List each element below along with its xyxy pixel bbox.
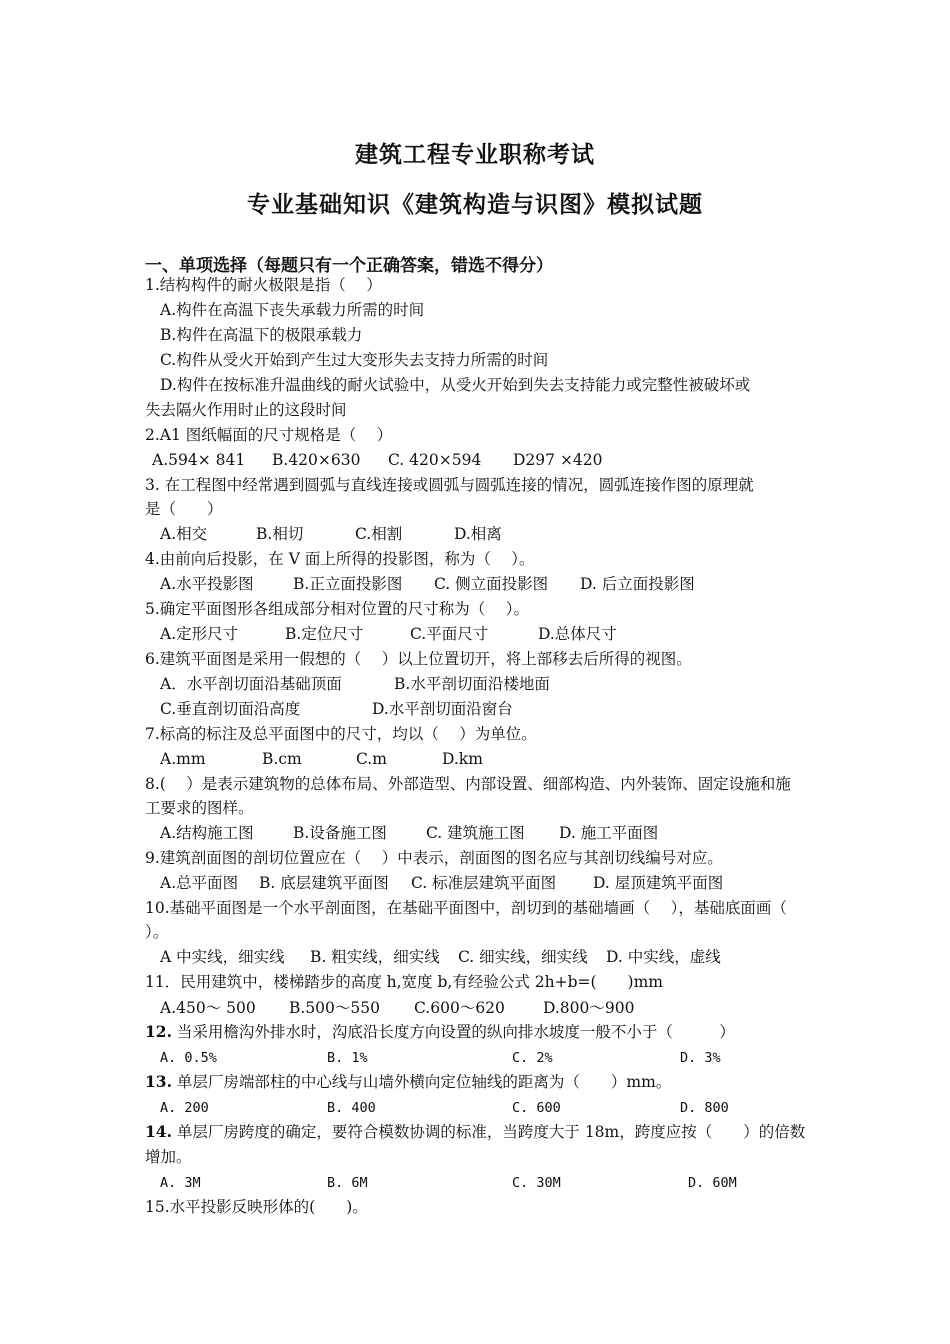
question-4-option-a: A.水平投影图 bbox=[160, 575, 254, 593]
question-13-option-c: C. 600 bbox=[512, 1100, 561, 1116]
question-4-option-b: B.正立面投影图 bbox=[293, 575, 403, 593]
question-14-text: 单层厂房跨度的确定，要符合模数协调的标准，当跨度大于 18m，跨度应按（ ）的倍数 bbox=[171, 1123, 806, 1141]
question-11: 11．民用建筑中，楼梯踏步的高度 h,宽度 b,有经验公式 2h+b=( )mm bbox=[145, 973, 663, 991]
question-8: 8.( ）是表示建筑物的总体布局、外部造型、内部设置、细部构造、内外装饰、固定设施和施 bbox=[145, 775, 791, 793]
question-2-option-c: C. 420×594 bbox=[388, 451, 482, 469]
question-11-option-b: B.500～550 bbox=[289, 999, 380, 1017]
question-3-option-d: D.相离 bbox=[454, 525, 502, 543]
question-10-option-d: D. 中实线，虚线 bbox=[606, 948, 721, 966]
question-7-option-c: C.m bbox=[356, 750, 387, 768]
question-10-continued: ）。 bbox=[145, 923, 169, 941]
question-10-option-b: B. 粗实线，细实线 bbox=[310, 948, 440, 966]
question-11-option-a: A.450～ 500 bbox=[160, 999, 256, 1017]
question-12-text: 当采用檐沟外排水时，沟底沿长度方向设置的纵向排水坡度一般不小于（ ） bbox=[171, 1023, 735, 1041]
question-5-option-c: C.平面尺寸 bbox=[410, 625, 489, 643]
question-9: 9.建筑剖面图的剖切位置应在（ ）中表示，剖面图的图名应与其剖切线编号对应。 bbox=[145, 849, 723, 867]
question-5-option-d: D.总体尺寸 bbox=[538, 625, 617, 643]
question-9-option-c: C. 标准层建筑平面图 bbox=[411, 874, 557, 892]
question-13-option-b: B. 400 bbox=[327, 1100, 376, 1116]
question-4-option-c: C. 侧立面投影图 bbox=[434, 575, 549, 593]
question-13-option-d: D. 800 bbox=[680, 1100, 729, 1116]
question-12-option-b: B. 1% bbox=[327, 1050, 368, 1066]
question-15: 15.水平投影反映形体的( )。 bbox=[145, 1198, 368, 1216]
question-8-option-a: A.结构施工图 bbox=[160, 824, 254, 842]
question-12-option-d: D. 3% bbox=[680, 1050, 721, 1066]
question-12-option-c: C. 2% bbox=[512, 1050, 553, 1066]
question-14-option-c: C. 30M bbox=[512, 1175, 561, 1191]
document-title: 建筑工程专业职称考试 bbox=[355, 141, 595, 168]
question-3-option-b: B.相切 bbox=[256, 525, 304, 543]
question-10: 10.基础平面图是一个水平剖面图，在基础平面图中，剖切到的基础墙画（ ），基础底面画（ bbox=[145, 899, 787, 917]
question-6-option-d: D.水平剖切面沿窗台 bbox=[372, 700, 513, 718]
question-12-option-a: A. 0.5% bbox=[160, 1050, 217, 1066]
question-3-option-a: A.相交 bbox=[160, 525, 208, 543]
question-8-option-c: C. 建筑施工图 bbox=[426, 824, 525, 842]
question-3-continued: 是（ ） bbox=[145, 500, 223, 518]
question-10-option-a: A 中实线，细实线 bbox=[160, 948, 285, 966]
question-12 bbox=[145, 1022, 735, 1042]
question-7-option-b: B.cm bbox=[262, 750, 302, 768]
question-13-text: 单层厂房端部柱的中心线与山墙外横向定位轴线的距离为（ ）mm。 bbox=[171, 1073, 672, 1091]
question-14-number: 14. bbox=[145, 1122, 172, 1141]
question-9-option-a: A.总平面图 bbox=[160, 874, 239, 892]
question-3-option-c: C.相割 bbox=[355, 525, 403, 543]
question-14-option-b: B. 6M bbox=[327, 1175, 368, 1191]
question-6-option-b: B.水平剖切面沿楼地面 bbox=[394, 675, 550, 693]
question-14-option-d: D. 60M bbox=[688, 1175, 737, 1191]
question-13-number: 13. bbox=[145, 1072, 172, 1091]
question-4-option-d: D. 后立面投影图 bbox=[580, 575, 695, 593]
question-4: 4.由前向后投影，在 V 面上所得的投影图，称为（ ）。 bbox=[145, 550, 535, 568]
question-2: 2.A1 图纸幅面的尺寸规格是（ ） bbox=[145, 426, 393, 444]
question-6-option-c: C.垂直剖切面沿高度 bbox=[160, 700, 301, 718]
question-12-number: 12. bbox=[145, 1022, 172, 1041]
question-1-option-c: C.构件从受火开始到产生过大变形失去支持力所需的时间 bbox=[160, 351, 549, 369]
question-8-option-d: D. 施工平面图 bbox=[559, 824, 659, 842]
question-7-option-a: A.mm bbox=[160, 750, 206, 768]
question-1-option-b: B.构件在高温下的极限承载力 bbox=[160, 326, 363, 344]
question-14-continued: 增加。 bbox=[145, 1148, 192, 1166]
document-subtitle: 专业基础知识《建筑构造与识图》模拟试题 bbox=[247, 191, 703, 218]
question-2-option-b: B.420×630 bbox=[272, 451, 361, 469]
question-7: 7.标高的标注及总平面图中的尺寸，均以（ ）为单位。 bbox=[145, 725, 537, 743]
question-1-option-d-continued: 失去隔火作用时止的这段时间 bbox=[145, 401, 347, 419]
question-6: 6.建筑平面图是采用一假想的（ ）以上位置切开，将上部移去后所得的视图。 bbox=[145, 650, 692, 668]
section-heading: 一、单项选择（每题只有一个正确答案，错选不得分） bbox=[145, 256, 553, 276]
question-14-option-a: A. 3M bbox=[160, 1175, 201, 1191]
question-8-option-b: B.设备施工图 bbox=[293, 824, 387, 842]
question-7-option-d: D.km bbox=[442, 750, 483, 768]
question-2-option-d: D297 ×420 bbox=[513, 451, 603, 469]
question-10-option-c: C. 细实线，细实线 bbox=[458, 948, 588, 966]
question-8-continued: 工要求的图样。 bbox=[145, 799, 254, 817]
question-9-option-b: B. 底层建筑平面图 bbox=[259, 874, 389, 892]
question-5: 5.确定平面图形各组成部分相对位置的尺寸称为（ ）。 bbox=[145, 600, 529, 618]
question-1-option-d: D.构件在按标准升温曲线的耐火试验中，从受火开始到失去支持能力或完整性被破坏或 bbox=[160, 376, 751, 394]
question-13 bbox=[145, 1072, 671, 1092]
question-5-option-b: B.定位尺寸 bbox=[285, 625, 364, 643]
question-5-option-a: A.定形尺寸 bbox=[160, 625, 239, 643]
question-3: 3. 在工程图中经常遇到圆弧与直线连接或圆弧与圆弧连接的情况，圆弧连接作图的原理就 bbox=[145, 476, 754, 494]
question-6-option-a: A．水平剖切面沿基础顶面 bbox=[160, 675, 342, 693]
question-11-option-c: C.600～620 bbox=[414, 999, 505, 1017]
question-1: 1.结构构件的耐火极限是指（ ） bbox=[145, 276, 382, 294]
question-13-option-a: A. 200 bbox=[160, 1100, 209, 1116]
question-11-option-d: D.800～900 bbox=[543, 999, 635, 1017]
question-14 bbox=[145, 1122, 805, 1142]
question-9-option-d: D. 屋顶建筑平面图 bbox=[593, 874, 724, 892]
question-1-option-a: A.构件在高温下丧失承载力所需的时间 bbox=[160, 301, 425, 319]
question-2-option-a: A.594× 841 bbox=[152, 451, 246, 469]
